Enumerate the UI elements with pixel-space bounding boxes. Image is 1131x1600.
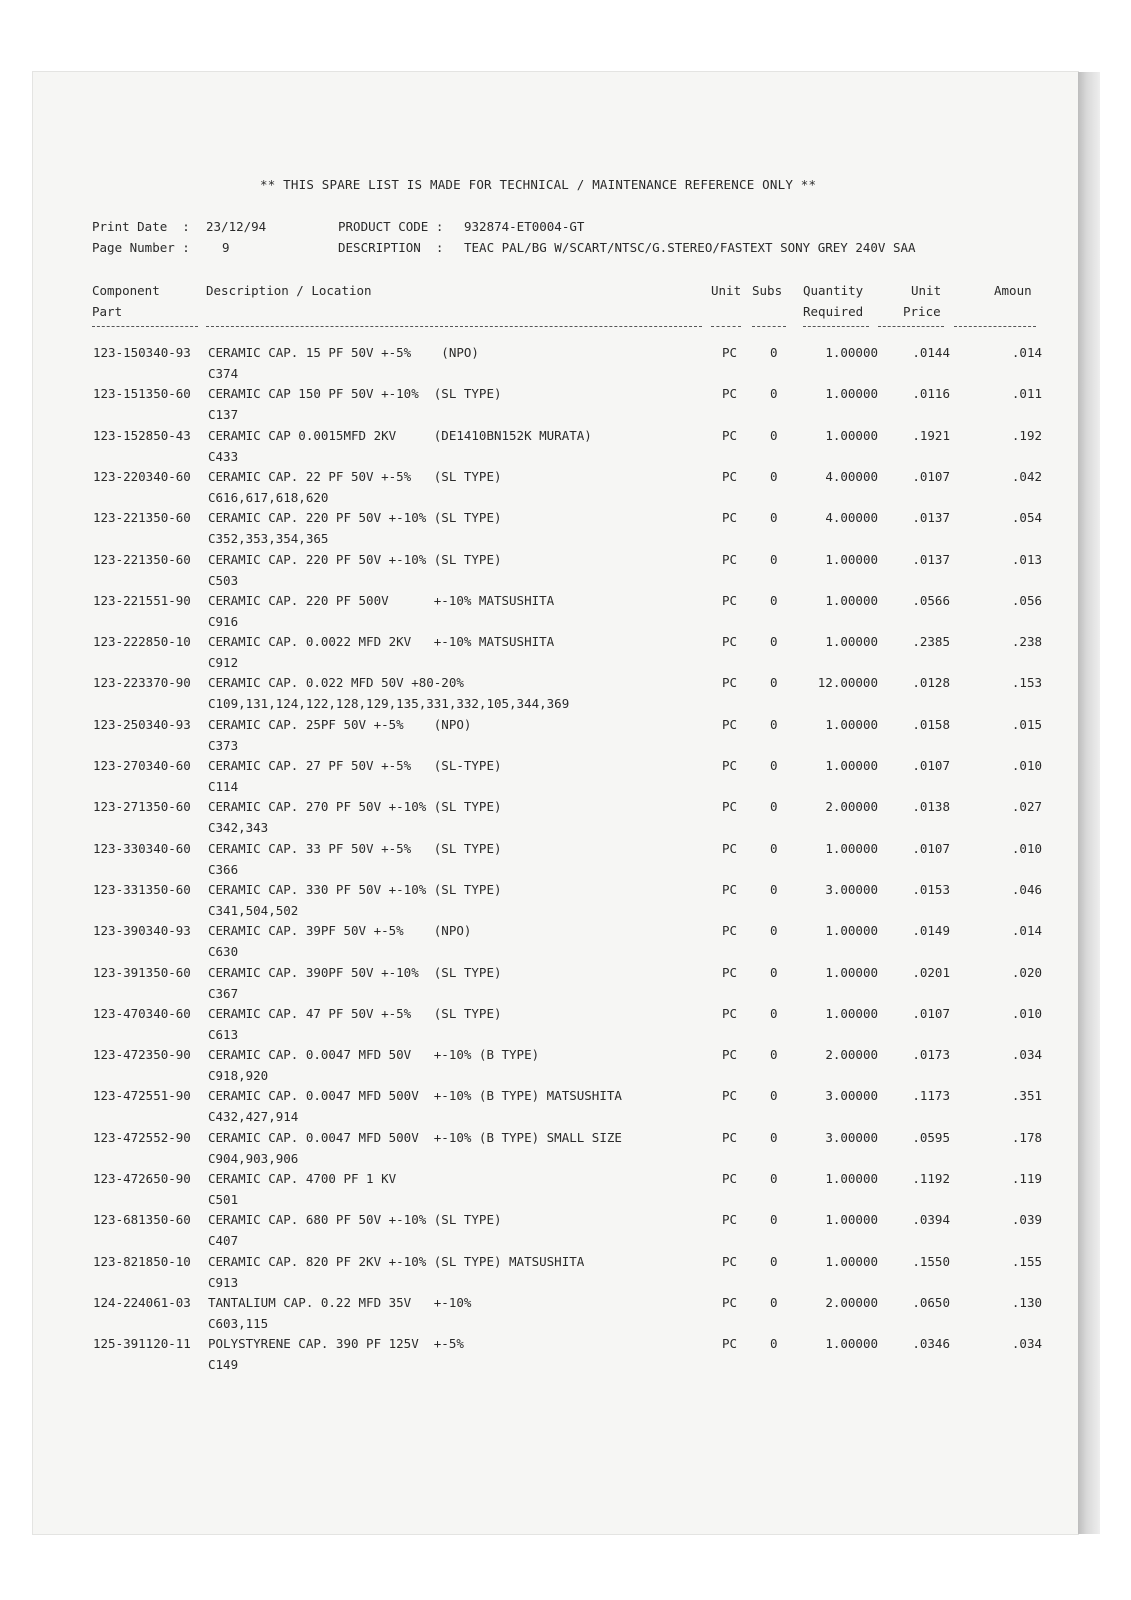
unit-price: .1173 [912,1088,950,1104]
subs: 0 [770,510,778,526]
quantity: 1.00000 [825,923,878,939]
unit-price: .0107 [912,1005,950,1021]
amount: .034 [1011,1336,1042,1352]
reference-banner: ** THIS SPARE LIST IS MADE FOR TECHNICAL / MAINTENANCE REFERENCE ONLY ** [260,177,817,192]
amount: .013 [1011,551,1042,567]
part-description: CERAMIC CAP. 25PF 50V +-5% (NPO) [208,716,472,732]
unit-price: .0566 [912,592,950,608]
part-description: CERAMIC CAP. 0.0047 MFD 50V +-10% (B TYPE) [208,1047,540,1063]
unit-price: .0650 [912,1294,950,1310]
col-subs: Subs [752,283,783,298]
part-description: TANTALIUM CAP. 0.22 MFD 35V +-10% [208,1294,472,1310]
part-location: C616,617,618,620 [208,489,329,505]
subs: 0 [770,427,778,443]
unit: PC [722,345,738,360]
component-part: 123-270340-60 [93,758,191,773]
part-description: CERAMIC CAP. 0.0047 MFD 500V +-10% (B TYPE) MATSUSHITA [208,1088,622,1104]
component-part: 123-220340-60 [93,468,191,484]
subs: 0 [770,1171,778,1186]
product-description: TEAC PAL/BG W/SCART/NTSC/G.STEREO/FASTEXT SONY GREY 240V SAA [464,240,916,255]
subs: 0 [770,840,778,856]
separator [206,326,702,328]
part-description: CERAMIC CAP. 270 PF 50V +-10% (SL TYPE) [208,799,502,815]
component-part: 123-223370-90 [93,675,191,691]
table-row [0,756,1131,798]
amount: .014 [1011,345,1042,360]
unit: PC [722,758,738,773]
separator [878,326,944,328]
subs: 0 [770,551,778,567]
amount: .014 [1011,923,1042,939]
quantity: 1.00000 [825,758,878,773]
table-row [0,591,1131,633]
part-location: C630 [208,944,239,960]
quantity: 1.00000 [825,592,878,608]
part-description: CERAMIC CAP. 390PF 50V +-10% (SL TYPE) [208,964,502,980]
part-description: CERAMIC CAP. 0.0022 MFD 2KV +-10% MATSUSHITA [208,634,555,650]
part-location: C341,504,502 [208,902,299,918]
quantity: 1.00000 [825,1336,878,1352]
unit-price: .0173 [912,1047,950,1063]
amount: .010 [1011,840,1042,856]
amount: .056 [1011,592,1042,608]
component-part: 125-391120-11 [93,1336,191,1352]
table-row [0,797,1131,839]
component-part: 123-221350-60 [93,551,191,567]
part-description: CERAMIC CAP 150 PF 50V +-10% (SL TYPE) [208,386,502,402]
component-part: 123-821850-10 [93,1253,191,1269]
quantity: 3.00000 [825,1129,878,1145]
col-part: Part [92,304,123,319]
unit: PC [722,675,738,691]
part-location: C374 [208,366,239,381]
col-component: Component [92,283,160,298]
unit-price: .0116 [912,386,950,402]
table-row [0,343,1131,385]
col-unit: Unit [711,283,742,298]
col-unit-price-1: Unit [911,283,942,298]
unit: PC [722,1212,738,1228]
table-row [0,715,1131,757]
separator [954,326,1036,328]
subs: 0 [770,1294,778,1310]
part-description: CERAMIC CAP. 220 PF 50V +-10% (SL TYPE) [208,510,502,526]
quantity: 1.00000 [825,1253,878,1269]
component-part: 123-472552-90 [93,1129,191,1145]
unit: PC [722,1336,738,1352]
unit: PC [722,1294,738,1310]
part-location: C433 [208,448,239,464]
component-part: 123-330340-60 [93,840,191,856]
part-description: CERAMIC CAP. 220 PF 50V +-10% (SL TYPE) [208,551,502,567]
subs: 0 [770,1212,778,1228]
component-part: 123-250340-93 [93,716,191,732]
table-row [0,1334,1131,1376]
part-description: CERAMIC CAP. 47 PF 50V +-5% (SL TYPE) [208,1005,502,1021]
subs: 0 [770,716,778,732]
part-location: C913 [208,1274,239,1290]
quantity: 3.00000 [825,1088,878,1104]
amount: .192 [1011,427,1042,443]
part-description: CERAMIC CAP. 27 PF 50V +-5% (SL-TYPE) [208,758,502,773]
unit: PC [722,468,738,484]
unit-price: .0107 [912,468,950,484]
amount: .178 [1011,1129,1042,1145]
amount: .155 [1011,1253,1042,1269]
quantity: 4.00000 [825,468,878,484]
component-part: 123-472650-90 [93,1171,191,1186]
separator [711,326,741,328]
amount: .054 [1011,510,1042,526]
separator [752,326,786,328]
quantity: 1.00000 [825,716,878,732]
part-location: C501 [208,1192,239,1207]
amount: .015 [1011,716,1042,732]
component-part: 123-151350-60 [93,386,191,402]
page-number: 9 [222,240,230,255]
page-number-label: Page Number : [92,240,190,255]
subs: 0 [770,675,778,691]
unit: PC [722,799,738,815]
quantity: 1.00000 [825,427,878,443]
subs: 0 [770,592,778,608]
part-location: C373 [208,737,239,753]
unit: PC [722,964,738,980]
unit: PC [722,510,738,526]
amount: .039 [1011,1212,1042,1228]
unit-price: .0149 [912,923,950,939]
amount: .027 [1011,799,1042,815]
amount: .238 [1011,634,1042,650]
quantity: 1.00000 [825,345,878,360]
unit: PC [722,1047,738,1063]
part-location: C137 [208,407,239,423]
print-date: 23/12/94 [206,219,267,234]
amount: .034 [1011,1047,1042,1063]
component-part: 124-224061-03 [93,1294,191,1310]
unit-price: .0138 [912,799,950,815]
subs: 0 [770,1047,778,1063]
part-location: C432,427,914 [208,1109,299,1125]
quantity: 3.00000 [825,881,878,897]
component-part: 123-681350-60 [93,1212,191,1228]
unit-price: .0153 [912,881,950,897]
amount: .011 [1011,386,1042,402]
component-part: 123-221551-90 [93,592,191,608]
quantity: 2.00000 [825,799,878,815]
unit: PC [722,592,738,608]
part-description: POLYSTYRENE CAP. 390 PF 125V +-5% [208,1336,464,1352]
quantity: 2.00000 [825,1047,878,1063]
component-part: 123-390340-93 [93,923,191,939]
unit: PC [722,840,738,856]
quantity: 1.00000 [825,1212,878,1228]
col-amount: Amoun [994,283,1032,298]
subs: 0 [770,964,778,980]
part-description: CERAMIC CAP. 0.0047 MFD 500V +-10% (B TYPE) SMALL SIZE [208,1129,622,1145]
part-location: C912 [208,655,239,671]
part-location: C352,353,354,365 [208,531,329,547]
amount: .351 [1011,1088,1042,1104]
amount: .130 [1011,1294,1042,1310]
table-row [0,880,1131,922]
component-part: 123-391350-60 [93,964,191,980]
unit-price: .0201 [912,964,950,980]
unit-price: .0107 [912,840,950,856]
part-description: CERAMIC CAP. 330 PF 50V +-10% (SL TYPE) [208,881,502,897]
subs: 0 [770,1129,778,1145]
part-description: CERAMIC CAP. 4700 PF 1 KV [208,1171,397,1186]
subs: 0 [770,923,778,939]
table-row [0,1128,1131,1170]
subs: 0 [770,1005,778,1021]
component-part: 123-472350-90 [93,1047,191,1063]
table-row [0,1004,1131,1046]
unit: PC [722,551,738,567]
unit-price: .0128 [912,675,950,691]
component-part: 123-470340-60 [93,1005,191,1021]
part-location: C366 [208,861,239,877]
subs: 0 [770,1336,778,1352]
print-date-label: Print Date : [92,219,190,234]
subs: 0 [770,386,778,402]
component-part: 123-150340-93 [93,345,191,360]
unit: PC [722,1005,738,1021]
col-required: Required [803,304,864,319]
table-row [0,1210,1131,1252]
quantity: 1.00000 [825,386,878,402]
table-row [0,384,1131,426]
part-description: CERAMIC CAP. 15 PF 50V +-5% (NPO) [208,345,479,360]
quantity: 1.00000 [825,1171,878,1186]
unit: PC [722,1171,738,1186]
table-row [0,550,1131,592]
subs: 0 [770,468,778,484]
amount: .020 [1011,964,1042,980]
table-row [0,467,1131,509]
amount: .119 [1011,1171,1042,1186]
table-row [0,632,1131,674]
table-row [0,1086,1131,1128]
unit: PC [722,427,738,443]
unit-price: .0158 [912,716,950,732]
component-part: 123-472551-90 [93,1088,191,1104]
col-description: Description / Location [206,283,372,298]
part-location: C367 [208,985,239,1001]
part-description: CERAMIC CAP. 39PF 50V +-5% (NPO) [208,923,472,939]
separator [803,326,869,328]
table-row [0,839,1131,881]
quantity: 1.00000 [825,634,878,650]
component-part: 123-152850-43 [93,427,191,443]
unit: PC [722,923,738,939]
unit-price: .0137 [912,510,950,526]
part-description: CERAMIC CAP. 33 PF 50V +-5% (SL TYPE) [208,840,502,856]
unit-price: .0107 [912,758,950,773]
quantity: 4.00000 [825,510,878,526]
part-location: C916 [208,613,239,629]
table-row [0,508,1131,550]
quantity: 2.00000 [825,1294,878,1310]
description-label: DESCRIPTION : [338,240,444,255]
unit: PC [722,716,738,732]
col-quantity: Quantity [803,283,864,298]
unit: PC [722,1088,738,1104]
quantity: 1.00000 [825,840,878,856]
part-description: CERAMIC CAP 0.0015MFD 2KV (DE1410BN152K MURATA) [208,427,592,443]
part-description: CERAMIC CAP. 220 PF 500V +-10% MATSUSHITA [208,592,555,608]
part-location: C114 [208,779,239,794]
amount: .046 [1011,881,1042,897]
part-location: C904,903,906 [208,1150,299,1166]
quantity: 1.00000 [825,964,878,980]
unit-price: .0595 [912,1129,950,1145]
table-row [0,426,1131,468]
unit-price: .1921 [912,427,950,443]
amount: .153 [1011,675,1042,691]
part-location: C109,131,124,122,128,129,135,331,332,105,344,369 [208,696,570,712]
unit: PC [722,386,738,402]
subs: 0 [770,758,778,773]
component-part: 123-331350-60 [93,881,191,897]
part-location: C603,115 [208,1315,269,1331]
table-row [0,1252,1131,1294]
amount: .010 [1011,758,1042,773]
quantity: 1.00000 [825,551,878,567]
table-row [0,921,1131,963]
unit-price: .0137 [912,551,950,567]
part-location: C613 [208,1026,239,1042]
subs: 0 [770,345,778,360]
table-row [0,1293,1131,1335]
unit-price: .0394 [912,1212,950,1228]
part-description: CERAMIC CAP. 0.022 MFD 50V +80-20% [208,675,464,691]
part-description: CERAMIC CAP. 22 PF 50V +-5% (SL TYPE) [208,468,502,484]
unit: PC [722,634,738,650]
component-part: 123-271350-60 [93,799,191,815]
unit-price: .1192 [912,1171,950,1186]
product-code-label: PRODUCT CODE : [338,219,444,234]
subs: 0 [770,799,778,815]
unit-price: .1550 [912,1253,950,1269]
unit-price: .0346 [912,1336,950,1352]
amount: .010 [1011,1005,1042,1021]
part-location: C503 [208,572,239,588]
unit: PC [722,1129,738,1145]
subs: 0 [770,1253,778,1269]
table-row [0,673,1131,715]
table-row [0,1045,1131,1087]
table-row [0,1169,1131,1211]
quantity: 1.00000 [825,1005,878,1021]
component-part: 123-221350-60 [93,510,191,526]
subs: 0 [770,881,778,897]
quantity: 12.00000 [817,675,878,691]
col-unit-price-2: Price [903,304,941,319]
part-description: CERAMIC CAP. 680 PF 50V +-10% (SL TYPE) [208,1212,502,1228]
unit-price: .2385 [912,634,950,650]
part-location: C342,343 [208,820,269,836]
product-code: 932874-ET0004-GT [464,219,585,234]
unit-price: .0144 [912,345,950,360]
part-location: C407 [208,1233,239,1249]
separator [92,326,198,328]
component-part: 123-222850-10 [93,634,191,650]
part-location: C149 [208,1357,239,1373]
unit: PC [722,1253,738,1269]
part-description: CERAMIC CAP. 820 PF 2KV +-10% (SL TYPE) MATSUSHITA [208,1253,585,1269]
table-row [0,963,1131,1005]
subs: 0 [770,1088,778,1104]
amount: .042 [1011,468,1042,484]
part-location: C918,920 [208,1068,269,1084]
subs: 0 [770,634,778,650]
unit: PC [722,881,738,897]
